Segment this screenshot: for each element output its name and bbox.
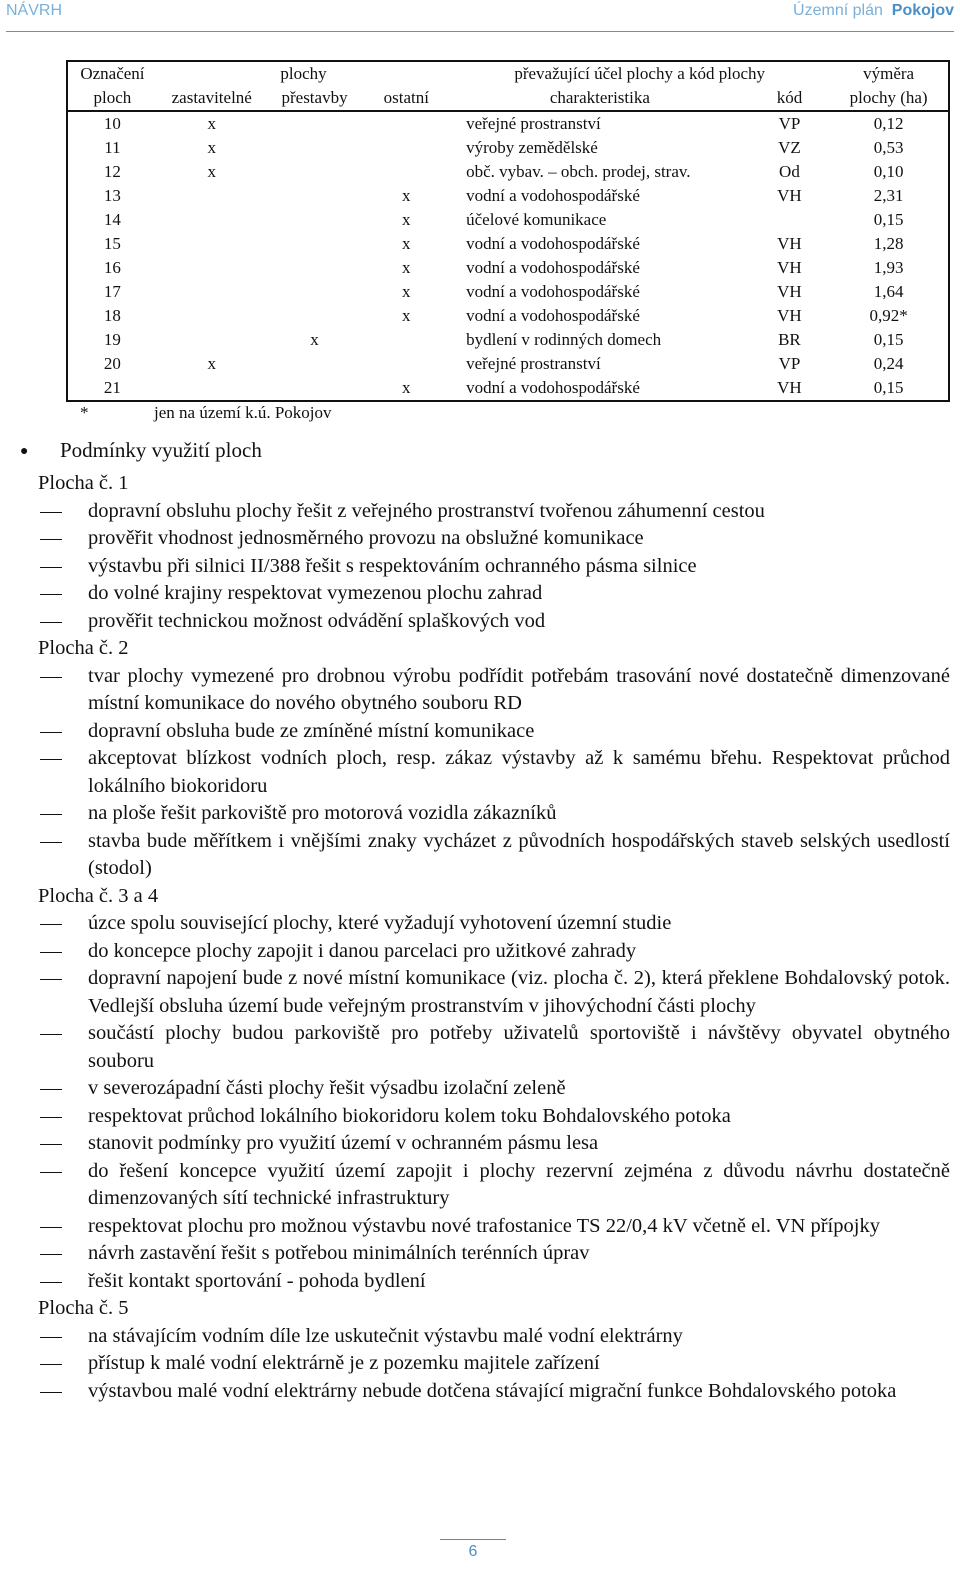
list-item: [38, 718, 950, 746]
col-header-prestavby: přestavby: [267, 86, 363, 111]
table-row: [67, 256, 949, 280]
list-item-text: respektovat plochu pro možnou výstavbu nové trafostanice TS 22/0,4 kV včetně el. VN přípojky: [88, 1214, 880, 1237]
table-row: [67, 208, 949, 232]
cell-ostatni: x: [402, 258, 411, 277]
col-header-zastavitelne: zastavitelné: [157, 86, 267, 111]
cell-prestavby: [267, 376, 363, 401]
list-item-text: do volné krajiny respektovat vymezenou plochu zahrad: [88, 582, 543, 604]
table-row: [67, 111, 949, 136]
cell-kod: VH: [777, 186, 802, 205]
cell-ostatni: x: [402, 186, 411, 205]
list-item-text: dopravní obsluha bude ze zmíněné místní komunikace: [88, 719, 535, 742]
table-row: [67, 376, 949, 401]
list-item: [38, 1323, 950, 1351]
list-item: [38, 608, 950, 636]
list-item-text: prověřit vhodnost jednosměrného provozu na obslužné komunikace: [88, 527, 644, 549]
conditions-heading: [20, 438, 262, 463]
list-item-text: výstavbu při silnici II/388 řešit s respektováním ochranného pásma silnice: [88, 554, 697, 577]
table-header-row-1: [67, 61, 949, 86]
list-item-text: akceptovat blízkost vodních ploch, resp. zákaz výstavby až k samému břehu. Respektovat průchod lokálního biokoridoru: [88, 747, 950, 797]
list-item: [38, 800, 950, 828]
list-item-text: výstavbou malé vodní elektrárny nebude dotčena stávající migrační funkce Bohdalovského potoka: [88, 1379, 897, 1402]
cell-prestavby: [267, 280, 363, 304]
cell-zastavitelne: x: [207, 354, 216, 373]
condition-list: [38, 1323, 950, 1406]
page-header: [6, 0, 954, 32]
list-item: [38, 965, 950, 1020]
list-item: [38, 1020, 950, 1075]
cell-charakteristika: veřejné prostranství: [466, 114, 601, 133]
cell-charakteristika: výroby zemědělské: [466, 138, 598, 157]
cell-prestavby: x: [310, 330, 319, 349]
cell-zastavitelne: [157, 280, 267, 304]
cell-ostatni: x: [402, 210, 411, 229]
cell-prestavby: [267, 232, 363, 256]
list-item-text: řešit kontakt sportování - pohoda bydlení: [88, 1269, 426, 1292]
table-footnote: [80, 403, 332, 423]
list-item-text: návrh zastavění řešit s potřebou minimálních terénních úprav: [88, 1242, 590, 1264]
cell-ostatni: [362, 136, 450, 160]
section-title: Plocha č. 1: [38, 472, 129, 494]
list-item-text: stavba bude měřítkem i vnějšími znaky vycházet z původních hospodářských staveb selských usedlostí (stodol): [88, 829, 950, 879]
cell-charakteristika: vodní a vodohospodářské: [466, 186, 640, 205]
list-item: [38, 1075, 950, 1103]
list-item: [38, 1268, 950, 1296]
cell-id: 11: [104, 138, 121, 157]
cell-kod: VH: [777, 306, 802, 325]
cell-kod: VH: [777, 282, 802, 301]
list-item: [38, 1103, 950, 1131]
col-header-plochy: plochy: [280, 64, 327, 83]
cell-ostatni: x: [402, 306, 411, 325]
list-item: [38, 525, 950, 553]
col-header-ucel: převažující účel plochy a kód plochy: [514, 64, 766, 83]
list-item-text: součástí plochy budou parkoviště pro potřeby uživatelů sportoviště i návštěvy obyvatel obytného souboru: [88, 1022, 950, 1072]
conditions-heading-text: Podmínky využití ploch: [60, 438, 262, 462]
cell-prestavby: [267, 256, 363, 280]
list-item-text: úzce spolu související plochy, které vyžadují vyhotovení územní studie: [88, 912, 672, 934]
cell-id: 21: [103, 378, 121, 397]
cell-zastavitelne: [157, 184, 267, 208]
cell-id: 16: [103, 258, 121, 277]
list-item: [38, 1213, 950, 1241]
list-item: [38, 1378, 950, 1406]
page-number: [440, 1543, 506, 1561]
list-item-text: do řešení koncepce využití území zapojit i plochy rezervní zejména z důvodu návrhu dostatečně dimenzovaných sítí technické infrastruktury: [88, 1159, 950, 1209]
cell-kod: [750, 208, 830, 232]
table-row: [67, 160, 949, 184]
list-item: [38, 580, 950, 608]
list-item-text: v severozápadní části plochy řešit výsadbu izolační zeleně: [88, 1077, 566, 1099]
header-rule: [6, 31, 954, 32]
cell-prestavby: [267, 208, 363, 232]
col-header-plochy-ha: plochy (ha): [829, 86, 949, 111]
cell-vymera: 1,28: [873, 234, 904, 253]
col-header-kod: kód: [750, 86, 830, 111]
cell-vymera: 0,10: [873, 162, 904, 181]
areas-table: [66, 60, 950, 402]
cell-zastavitelne: x: [207, 162, 216, 181]
header-title-prefix: Územní plán: [793, 2, 883, 19]
table-row: [67, 304, 949, 328]
cell-charakteristika: účelové komunikace: [466, 210, 607, 229]
list-item-text: tvar plochy vymezené pro drobnou výrobu podřídit potřebám trasování nové dostatečně dimenzované místní komunikace do nového obytného souboru RD: [88, 664, 950, 714]
list-item: [38, 1158, 950, 1213]
table-row: [67, 184, 949, 208]
cell-id: 17: [103, 282, 121, 301]
cell-vymera: 0,15: [873, 210, 904, 229]
cell-zastavitelne: x: [207, 138, 216, 157]
cell-ostatni: x: [402, 234, 411, 253]
list-item: [38, 553, 950, 581]
cell-vymera: 1,93: [873, 258, 904, 277]
cell-zastavitelne: [157, 376, 267, 401]
cell-prestavby: [267, 304, 363, 328]
cell-charakteristika: vodní a vodohospodářské: [466, 234, 640, 253]
table-row: [67, 352, 949, 376]
cell-kod: VZ: [778, 138, 801, 157]
cell-charakteristika: vodní a vodohospodářské: [466, 282, 640, 301]
table-row: [67, 232, 949, 256]
cell-id: 18: [103, 306, 121, 325]
table-row: [67, 280, 949, 304]
cell-prestavby: [267, 184, 363, 208]
list-item-text: dopravní napojení bude z nové místní komunikace (viz. plocha č. 2), která překlene Bohdalovský potok. Vedlejší obsluha území bude veřejným prostranstvím v jihovýchodní části plochy: [88, 967, 950, 1017]
cell-prestavby: [267, 160, 363, 184]
cell-vymera: 0,24: [873, 354, 904, 373]
cell-kod: VP: [778, 354, 801, 373]
list-item-text: stanovit podmínky pro využití území v ochranném pásmu lesa: [88, 1132, 599, 1154]
footnote-mark: *: [80, 403, 89, 422]
cell-id: 20: [103, 354, 121, 373]
list-item: [38, 828, 950, 883]
cell-prestavby: [267, 111, 363, 136]
footnote-text: jen na území k.ú. Pokojov: [154, 403, 332, 422]
cell-kod: VH: [777, 234, 802, 253]
table-row: [67, 328, 949, 352]
cell-ostatni: [362, 352, 450, 376]
condition-list: [38, 663, 950, 883]
page-number-text: 6: [468, 1543, 478, 1560]
cell-vymera: 0,12: [873, 114, 904, 133]
list-item: [38, 910, 950, 938]
condition-list: [38, 498, 950, 636]
cell-charakteristika: vodní a vodohospodářské: [466, 378, 640, 397]
list-item: [38, 1130, 950, 1158]
cell-id: 14: [103, 210, 121, 229]
header-draft-label: NÁVRH: [6, 2, 63, 19]
cell-vymera: 0,15: [873, 330, 904, 349]
table-row: [67, 136, 949, 160]
list-item: [38, 1350, 950, 1378]
cell-zastavitelne: [157, 232, 267, 256]
cell-charakteristika: veřejné prostranství: [466, 354, 601, 373]
list-item: [38, 745, 950, 800]
list-item-text: prověřit technickou možnost odvádění splaškových vod: [88, 609, 546, 632]
list-item: [38, 663, 950, 718]
cell-vymera: 0,53: [873, 138, 904, 157]
cell-charakteristika: bydlení v rodinných domech: [466, 330, 662, 349]
col-header-ploch: ploch: [67, 86, 157, 111]
cell-zastavitelne: x: [207, 114, 216, 133]
cell-kod: BR: [778, 330, 801, 349]
page-number-rule: [440, 1539, 506, 1540]
list-item-text: dopravní obsluhu plochy řešit z veřejného prostranství tvořenou záhumenní cestou: [88, 499, 765, 522]
col-header-vymera: výměra: [863, 64, 915, 83]
cell-id: 10: [103, 114, 121, 133]
cell-ostatni: [362, 328, 450, 352]
header-title-name: Pokojov: [891, 2, 954, 19]
cell-zastavitelne: [157, 328, 267, 352]
col-header-ostatni: ostatní: [362, 86, 450, 111]
section-title: Plocha č. 5: [38, 1297, 129, 1319]
cell-vymera: 1,64: [873, 282, 904, 301]
cell-ostatni: x: [402, 378, 411, 397]
cell-vymera: 0,15: [873, 378, 904, 397]
cell-prestavby: [267, 136, 363, 160]
cell-charakteristika: vodní a vodohospodářské: [466, 306, 640, 325]
col-header-charakteristika: charakteristika: [450, 86, 750, 111]
list-item-text: na ploše řešit parkoviště pro motorová vozidla zákazníků: [88, 802, 557, 824]
cell-kod: VH: [777, 378, 802, 397]
section-title: Plocha č. 2: [38, 637, 129, 659]
cell-charakteristika: vodní a vodohospodářské: [466, 258, 640, 277]
cell-charakteristika: obč. vybav. – obch. prodej, strav.: [466, 162, 691, 181]
cell-id: 13: [103, 186, 121, 205]
cell-kod: VH: [777, 258, 802, 277]
list-item-text: respektovat průchod lokálního biokoridoru kolem toku Bohdalovského potoka: [88, 1104, 731, 1127]
cell-ostatni: [362, 111, 450, 136]
cell-zastavitelne: [157, 208, 267, 232]
cell-ostatni: [362, 160, 450, 184]
list-item-text: přístup k malé vodní elektrárně je z pozemku majitele zařízení: [88, 1352, 600, 1374]
cell-vymera: 2,31: [873, 186, 904, 205]
list-item: [38, 498, 950, 526]
cell-zastavitelne: [157, 256, 267, 280]
condition-list: [38, 910, 950, 1295]
list-item-text: do koncepce plochy zapojit i danou parcelaci pro užitkové zahrady: [88, 939, 637, 962]
bullet-icon: ●: [20, 444, 29, 460]
conditions-content: [38, 470, 950, 1405]
cell-kod: Od: [779, 162, 800, 181]
list-item-text: na stávajícím vodním díle lze uskutečnit výstavbu malé vodní elektrárny: [88, 1324, 683, 1347]
cell-kod: VP: [778, 114, 801, 133]
section-title: Plocha č. 3 a 4: [38, 884, 159, 907]
cell-ostatni: x: [402, 282, 411, 301]
cell-prestavby: [267, 352, 363, 376]
cell-id: 19: [103, 330, 121, 349]
table-header-row-2: [67, 86, 949, 111]
col-header-oznaceni: Označení: [80, 64, 145, 83]
list-item: [38, 1240, 950, 1268]
cell-vymera: 0,92*: [869, 306, 908, 325]
header-document-title: [793, 2, 954, 20]
list-item: [38, 938, 950, 966]
cell-id: 15: [103, 234, 121, 253]
cell-id: 12: [103, 162, 121, 181]
cell-zastavitelne: [157, 304, 267, 328]
